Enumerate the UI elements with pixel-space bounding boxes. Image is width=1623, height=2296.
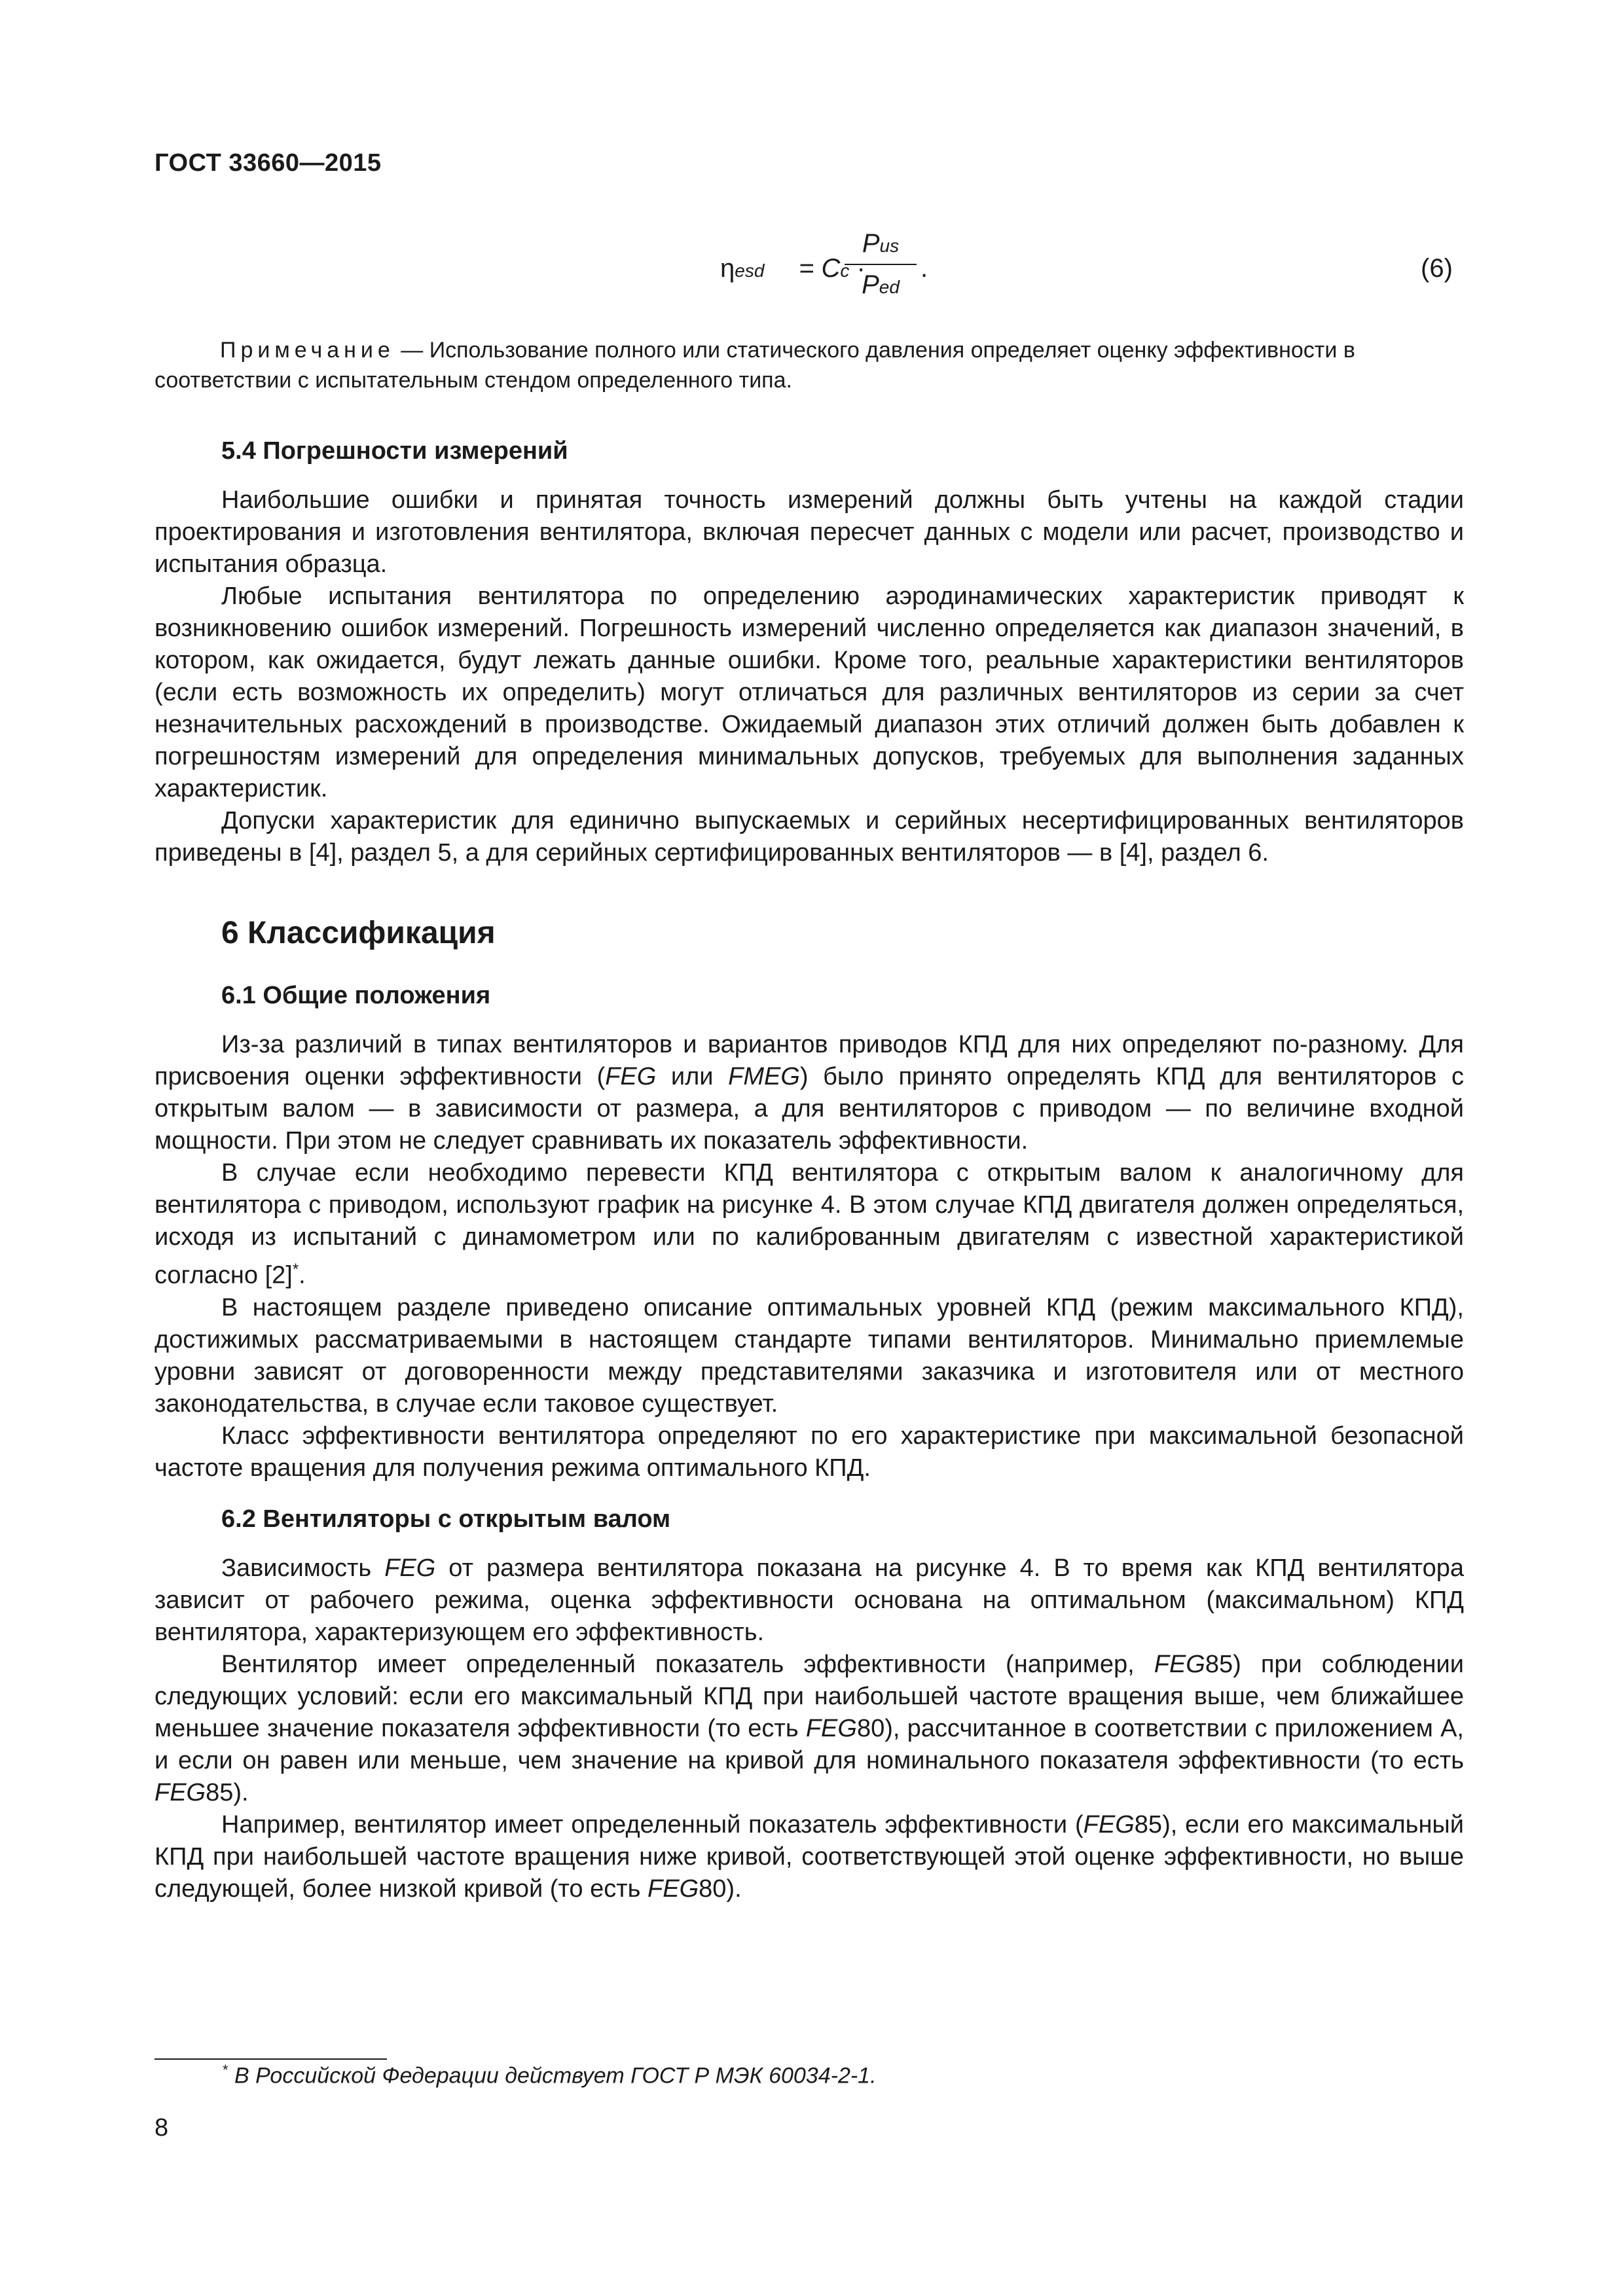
section-6-2-body [155,1552,1464,1905]
paragraph: Например, вентилятор имеет определенный показатель эффективности (FEG85), если его максимальный КПД при наибольшей частоте вращения ниже кривой, соответствующей этой оценке эффективности, но выше следующей, более низкой кривой (то есть FEG80). [155,1811,1464,1903]
footnote-divider [155,2058,387,2060]
equation-number: (6) [1421,254,1453,283]
paragraph: Класс эффективности вентилятора определяют по его характеристике при максимальной безопасной частоте вращения для получения режима оптимального КПД. [155,1422,1464,1482]
footnote: * В Российской Федерации действует ГОСТ Р МЭК 60034-2-1. [223,2062,877,2089]
section-5-4-title: 5.4 Погрешности измерений [221,437,568,465]
section-6-title: 6 Классификация [221,916,496,950]
standard-header: ГОСТ 33660—2015 [155,149,382,177]
formula-cc: = Cc · [799,254,866,283]
paragraph: Из-за различий в типах вентиляторов и вариантов приводов КПД для них определяют по-разному. Для присвоения оценки эффективности (FEG или FMEG) было принято определять КПД для вентиляторов с открытым валом — в зависимости от размера, а для вентиляторов с приводом — по величине входной мощности. При этом не следует сравнивать их показатель эффективности. [155,1031,1464,1155]
section-6-1-title: 6.1 Общие положения [221,982,491,1009]
section-6-2-title: 6.2 Вентиляторы с открытым валом [221,1505,671,1533]
page-number: 8 [155,2114,169,2142]
paragraph: Зависимость FEG от размера вентилятора показана на рисунке 4. В то время как КПД вентилятора зависит от рабочего режима, оценка эффективности основана на оптимальном (максимальном) КПД вентилятора, характеризующем его эффективность. [155,1554,1464,1646]
footnote-ref: * [292,1261,299,1278]
section-5-4-body [155,484,1464,869]
note [155,335,1464,395]
formula-6: ηesd = Cc · Pus Ped . [720,229,928,299]
paragraph: Наибольшие ошибки и принятая точность измерений должны быть учтены на каждой стадии проектирования и изготовления вентилятора, включая пересчет данных с модели или расчет, производство и испытания образца. [155,486,1464,578]
paragraph: Вентилятор имеет определенный показатель эффективности (например, FEG85) при соблюдении следующих условий: если его максимальный КПД при наибольшей частоте вращения выше, чем ближайшее меньшее значение показателя эффективности (то есть FEG80), рассчитанное в соответствии с приложением А, и если он равен или меньше, чем значение на кривой для номинального показателя эффективности (то есть FEG85). [155,1651,1464,1806]
formula-fraction: Pus Ped [845,229,917,300]
formula-eta: ηesd [720,254,765,283]
paragraph: Любые испытания вентилятора по определению аэродинамических характеристик приводят к возникновению ошибок измерений. Погрешность измерений численно определяется как диапазон значений, в котором, как ожидается, будут лежать данные ошибки. Кроме того, реальные характеристики вентиляторов (если есть возможность их определить) могут отличаться для различных вентиляторов из серии за счет незначительных расхождений в производстве. Ожидаемый диапазон этих отличий должен быть добавлен к погрешностям измерений для определения минимальных допусков, требуемых для выполнения заданных характеристик. [155,583,1464,802]
note-text: — Использование полного или статического давления определяет оценку эффективности в соответствии с испытательным стендом определенного типа. [155,338,1355,393]
paragraph: Допуски характеристик для единично выпускаемых и серийных несертифицированных вентиляторов приведены в [4], раздел 5, а для серийных сертифицированных вентиляторов — в [4], раздел 6. [155,807,1464,867]
paragraph: В настоящем разделе приведено описание оптимальных уровней КПД (режим максимального КПД), достижимых рассматриваемыми в настоящем стандарте типами вентиляторов. Минимально приемлемые уровни зависят от договоренности между представителями заказчика и изготовителя или от местного законодательства, в случае если таковое существует. [155,1293,1464,1418]
paragraph: В случае если необходимо перевести КПД вентилятора с открытым валом к аналогичному для вентилятора с приводом, используют график на рисунке 4. В этом случае КПД двигателя должен определяться, исходя из испытаний с динамометром или по калиброванным двигателям с известной характеристикой согласно [2]*. [155,1159,1464,1289]
note-label: Примечание [220,338,395,363]
section-6-1-body [155,1029,1464,1484]
